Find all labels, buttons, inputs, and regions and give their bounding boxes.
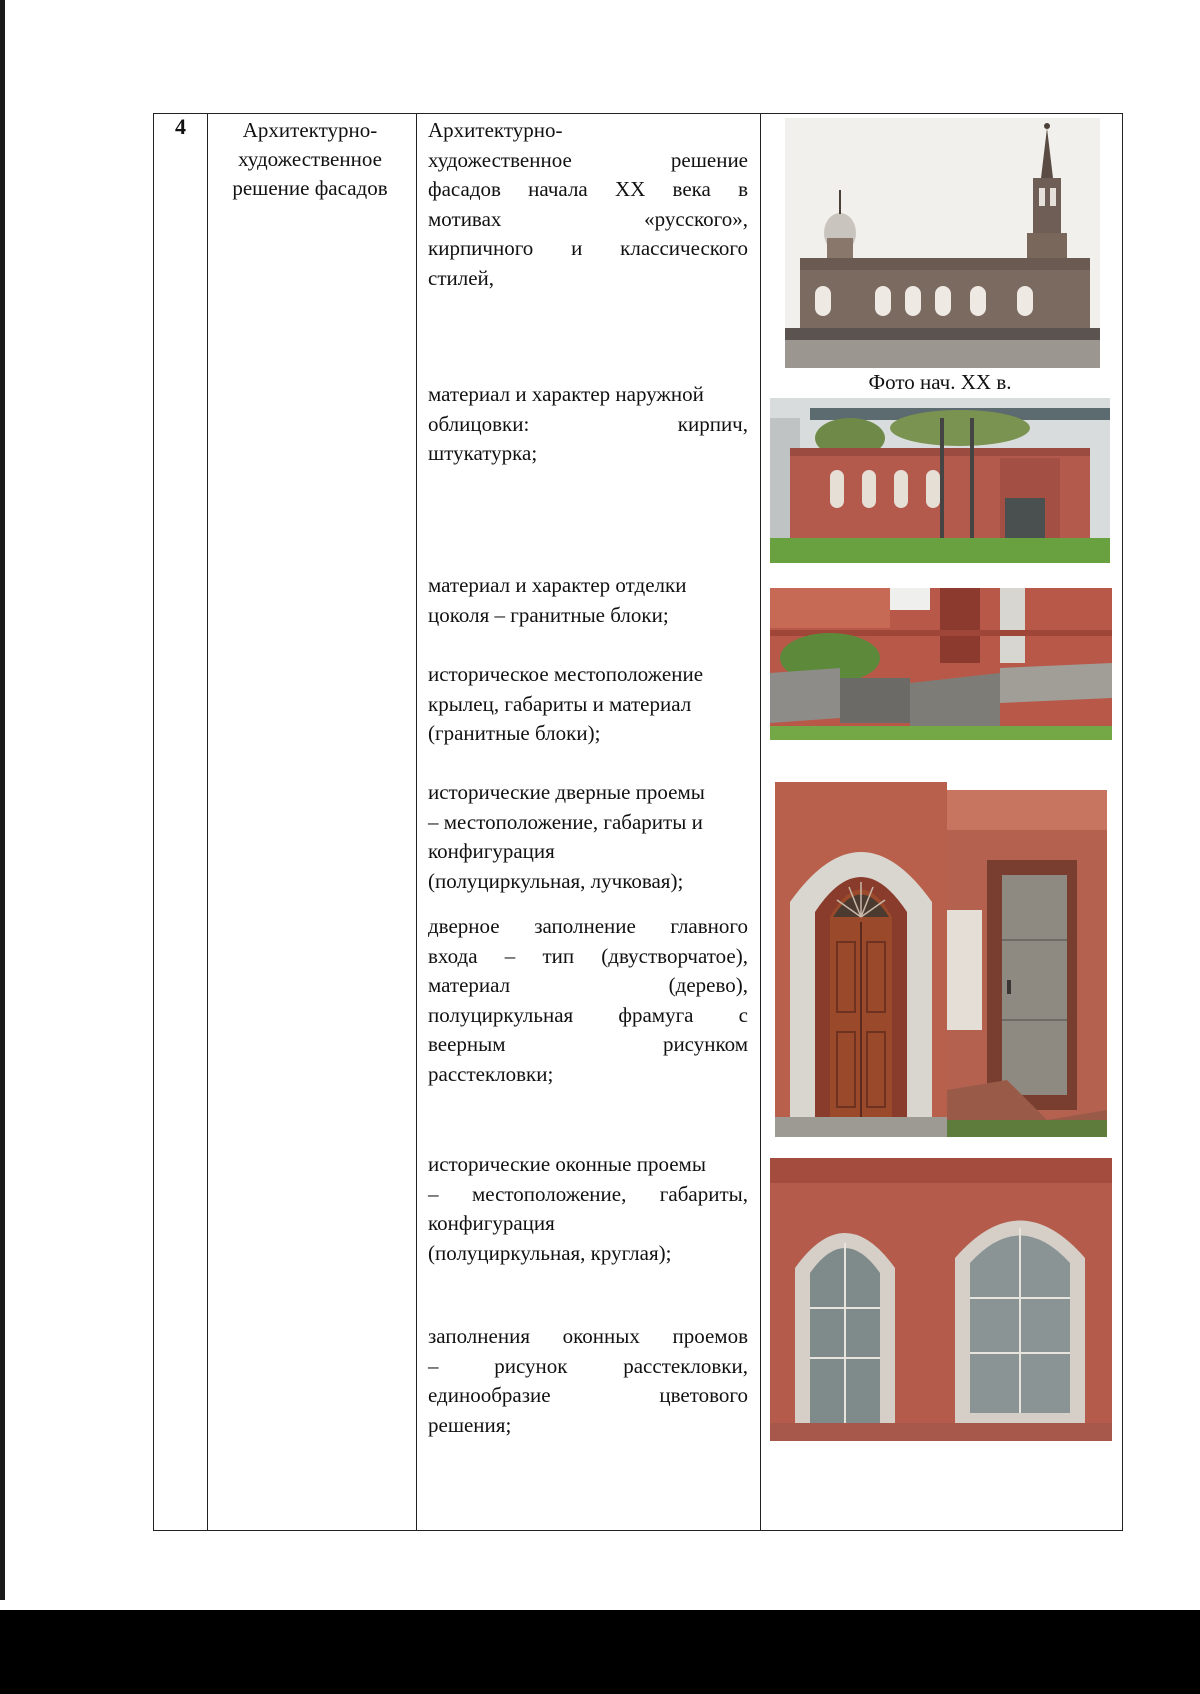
description-door-openings: исторические дверные проемы – местоположение, габариты и конфигурация (полуциркульная, лучковая); <box>428 780 705 893</box>
scan-left-edge <box>0 0 5 1600</box>
description-cladding: материал и характер наружной облицовки: кирпич, штукатурка; <box>428 382 748 465</box>
description-porches: историческое местоположение крылец, габариты и материал (гранитные блоки); <box>428 662 704 745</box>
description-window-openings: исторические оконные проемы – местоположение, габариты, конфигурация (полуциркульная, круглая); <box>428 1152 748 1265</box>
historic-church-photo <box>785 118 1100 368</box>
arched-windows-photo <box>770 1158 1112 1441</box>
column-divider-1 <box>207 113 208 1531</box>
description-facade-style: Архитектурно- художественное решение фасадов начала XX века в мотивах «русского», кирпичного и классического стилей, <box>428 118 748 290</box>
column-divider-2 <box>416 113 417 1531</box>
side-door-photo <box>947 790 1107 1137</box>
scan-bottom-band <box>0 1610 1200 1694</box>
description-main-door: дверное заполнение главного входа – тип (двустворчатое), материал (дерево), полуциркульная фрамуга с веерным рисунком расстекловки; <box>428 914 748 1086</box>
row-number: 4 <box>175 114 186 139</box>
description-window-fillings: заполнения оконных проемов – рисунок расстекловки, единообразие цветового решения; <box>428 1324 748 1437</box>
column-divider-3 <box>760 113 761 1531</box>
plinth-granite-photo <box>770 588 1112 740</box>
description-plinth: материал и характер отделки цоколя – гранитные блоки; <box>428 573 687 627</box>
church-facade-photo <box>770 398 1110 563</box>
photo-caption: Фото нач. XX в. <box>868 370 1012 394</box>
main-door-photo <box>775 782 947 1137</box>
element-title: Архитектурно- художественное решение фасадов <box>232 118 388 200</box>
